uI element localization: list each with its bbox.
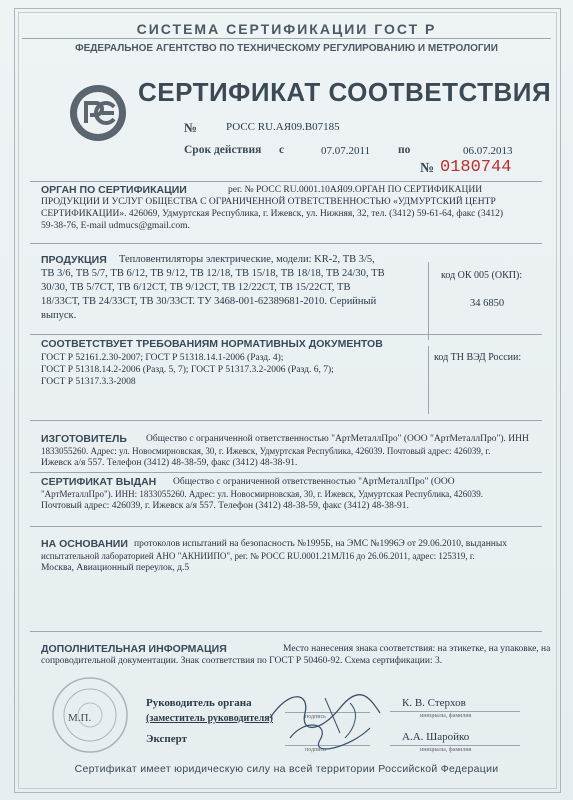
manufacturer-line-2: 1833055260. Адрес: ул. Новосмирновская, 30, г. Ижевск, Удмуртская Республика, 426039. Почтовый адрес: 426039, г. xyxy=(41,446,491,456)
header-divider xyxy=(22,38,551,39)
validity-from-label: с xyxy=(279,144,285,156)
footer-text: Сертификат имеет юридическую силу на всей территории Российской Федерации xyxy=(74,763,499,775)
additional-line-2: сопроводительной документации. Знак соответствия по ГОСТ Р 50460-92. Схема сертификации: 3. xyxy=(41,656,443,666)
product-line-3: 30/30, ТВ 5/7СТ, ТВ 6/12СТ, ТВ 9/12СТ, ТВ 12/22СТ, ТВ 15/22СТ, ТВ xyxy=(41,282,351,293)
issued-line-1: Общество с ограниченной ответственностью "АртМеталлПро" (ООО xyxy=(173,477,455,487)
expert-name: А.А. Шаройко xyxy=(402,731,470,743)
product-line-4: 18/33СТ, ТВ 24/33СТ, ТВ 30/33СТ. ТУ 3468-001-62389681-2010. Серийный xyxy=(41,296,377,307)
validity-to-date: 06.07.2013 xyxy=(463,145,513,157)
serial-sign: № xyxy=(420,161,435,176)
product-line-1: Тепловентиляторы электрические, модели: KR-2, ТВ 3/5, xyxy=(119,254,375,265)
divider xyxy=(30,334,542,335)
document-title: СЕРТИФИКАТ СООТВЕТСТВИЯ xyxy=(138,77,552,107)
handwritten-signature-icon xyxy=(250,678,410,753)
serial-number: 0180744 xyxy=(440,158,512,177)
signature-caption: подпись xyxy=(305,747,326,753)
organ-label: ОРГАН ПО СЕРТИФИКАЦИИ xyxy=(41,184,187,196)
validity-from-date: 07.07.2011 xyxy=(321,145,371,157)
divider xyxy=(30,420,542,421)
divider xyxy=(30,631,542,632)
basis-line-3: Москва, Авиационный переулок, д.5 xyxy=(41,563,190,573)
system-header: СИСТЕМА СЕРТИФИКАЦИИ ГОСТ Р xyxy=(136,21,437,37)
compliance-line-2: ГОСТ Р 51318.14.2-2006 (Разд. 5, 7); ГОСТ Р 51317.3.2-2006 (Разд. 6, 7); xyxy=(41,365,334,375)
divider xyxy=(30,181,542,182)
issued-line-2: "АртМеталлПро"). ИНН: 1833055260. Адрес: ул. Новосмирновская, 30, г. Ижевск, Удмуртская Республика, 426039. xyxy=(41,489,484,499)
additional-label: ДОПОЛНИТЕЛЬНАЯ ИНФОРМАЦИЯ xyxy=(41,643,227,655)
manufacturer-label: ИЗГОТОВИТЕЛЬ xyxy=(41,433,127,445)
agency-header: ФЕДЕРАЛЬНОЕ АГЕНТСТВО ПО ТЕХНИЧЕСКОМУ РЕГУЛИРОВАНИЮ И МЕТРОЛОГИИ xyxy=(75,43,498,54)
validity-to-label: по xyxy=(398,144,411,156)
compliance-line-1: ГОСТ Р 52161.2.30-2007; ГОСТ Р 51318.14.1-2006 (Разд. 4); xyxy=(41,353,284,363)
product-line-2: ТВ 3/6, ТВ 5/7, ТВ 6/12, ТВ 9/12, ТВ 12/18, ТВ 15/18, ТВ 18/18, ТВ 24/30, ТВ xyxy=(41,268,385,279)
name-caption: инициалы, фамилия xyxy=(420,747,472,753)
validity-label: Срок действия xyxy=(184,144,262,156)
gost-logo-icon xyxy=(70,85,126,141)
okp-value: 34 6850 xyxy=(470,298,505,309)
manufacturer-line-3: Ижевск а/я 557. Телефон (3412) 48-38-59, факс (3412) 48-38-91. xyxy=(41,458,298,468)
head-name: К. В. Стерхов xyxy=(402,697,466,709)
compliance-line-3: ГОСТ Р 51317.3.3-2008 xyxy=(41,377,136,387)
manufacturer-line-1: Общество с ограниченной ответственностью "АртМеталлПро" (ООО "АртМеталлПро"). ИНН xyxy=(146,434,529,444)
name-line xyxy=(390,745,520,746)
signature-caption: подпись xyxy=(305,714,326,720)
additional-line-1: Место нанесения знака соответствия: на этикетке, на упаковке, на xyxy=(283,644,551,654)
divider xyxy=(30,243,542,244)
name-line xyxy=(390,711,520,712)
basis-label: НА ОСНОВАНИИ xyxy=(41,538,128,550)
expert-label: Эксперт xyxy=(146,733,188,745)
deputy-label: (заместитель руководителя) xyxy=(146,713,273,724)
organ-line-2: ПРОДУКЦИИ И УСЛУГ ОБЩЕСТВА С ОГРАНИЧЕННОЙ ОТВЕТСТВЕННОСТЬЮ «УДМУРТСКИЙ ЦЕНТР xyxy=(41,197,496,207)
okp-label: код ОК 005 (ОКП): xyxy=(441,270,523,281)
product-line-5: выпуск. xyxy=(41,310,77,321)
head-label: Руководитель органа xyxy=(146,697,252,709)
basis-line-2: испытательной лабораторией АНО "АКНИИПО", рег. № РОСС RU.0001.21МЛ16 до 26.06.2011, адрес: 125319, г. xyxy=(41,551,475,561)
product-label: ПРОДУКЦИЯ xyxy=(41,254,107,266)
organ-line-1: рег. № РОСС RU.0001.10АЯ09.ОРГАН ПО СЕРТИФИКАЦИИ xyxy=(228,185,483,195)
organ-line-4: 59-38-76, E-mail udmucs@gmail.com. xyxy=(41,221,190,231)
tnved-label: код ТН ВЭД России: xyxy=(434,352,522,363)
divider xyxy=(30,526,542,527)
organ-line-3: СЕРТИФИКАЦИИ». 426069, Удмуртская Республика, г. Ижевск, ул. Нижняя, 32, тел. (3412) 59-61-64, факс (3412) xyxy=(41,209,504,219)
issued-line-3: Почтовый адрес: 426039, г. Ижевск а/я 557. Телефон (3412) 48-38-59, факс (3412) 48-38-91. xyxy=(41,501,409,511)
basis-line-1: протоколов испытаний на безопасность №1995Б, на ЭМС №1996Э от 29.06.2010, выданных xyxy=(134,539,508,549)
compliance-label: СООТВЕТСТВУЕТ ТРЕБОВАНИЯМ НОРМАТИВНЫХ ДОКУМЕНТОВ xyxy=(41,338,383,350)
divider xyxy=(30,472,542,473)
number-sign: № xyxy=(184,120,198,135)
certificate-number: РОСС RU.АЯ09.В07185 xyxy=(226,121,340,133)
stamp-label: М.П. xyxy=(68,712,92,724)
issued-label: СЕРТИФИКАТ ВЫДАН xyxy=(41,476,157,488)
name-caption: инициалы, фамилия xyxy=(420,713,472,719)
